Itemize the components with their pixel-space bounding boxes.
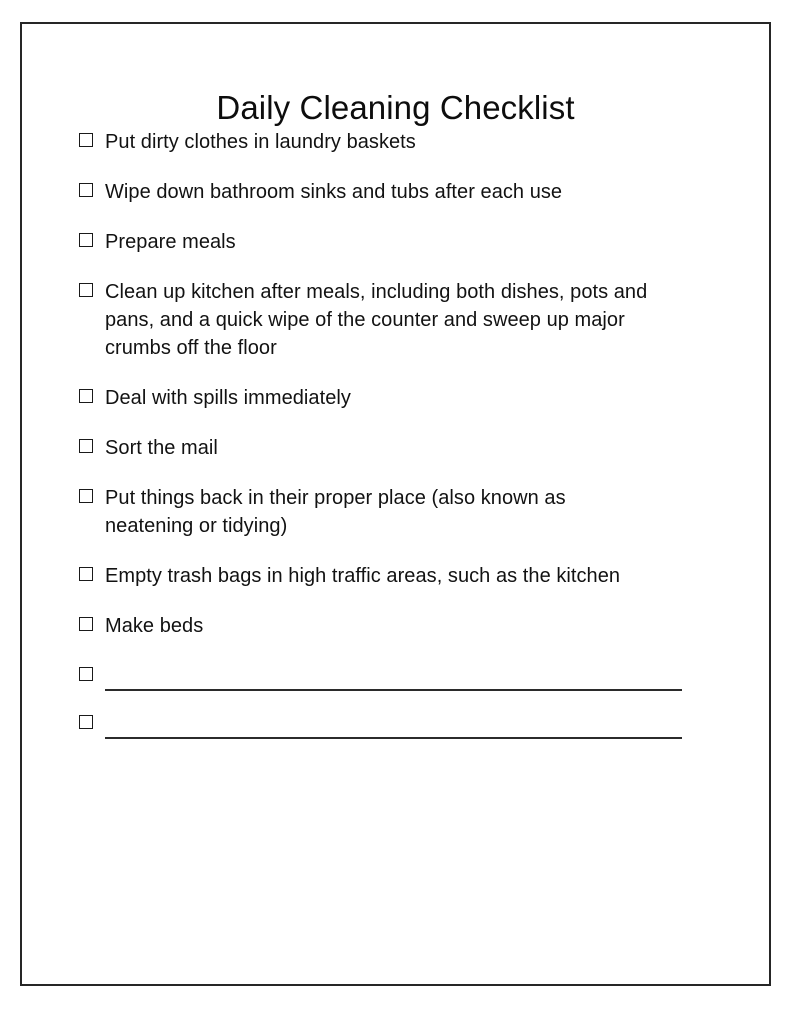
list-item-label: Empty trash bags in high traffic areas, such as the kitchen <box>105 565 621 587</box>
empty-square-checkbox-icon[interactable] <box>79 489 93 503</box>
list-item-label: Put dirty clothes in laundry baskets <box>105 131 416 153</box>
blank-write-in-row[interactable] <box>79 662 719 691</box>
checklist-page <box>20 22 771 986</box>
empty-square-checkbox-icon[interactable] <box>79 389 93 403</box>
list-item-label: Prepare meals <box>105 231 236 253</box>
blank-write-in-line[interactable] <box>105 662 682 691</box>
list-item[interactable] <box>79 612 719 640</box>
list-item-label: Put things back in their proper place (also known as neatening or tidying) <box>105 487 566 537</box>
blank-write-in-line[interactable] <box>105 710 682 739</box>
empty-square-checkbox-icon[interactable] <box>79 133 93 147</box>
checklist <box>79 128 719 759</box>
empty-square-checkbox-icon[interactable] <box>79 667 93 681</box>
empty-square-checkbox-icon[interactable] <box>79 233 93 247</box>
bottom-spacer <box>79 758 719 759</box>
list-item-label: Deal with spills immediately <box>105 387 351 409</box>
list-item-label: Make beds <box>105 615 204 637</box>
blank-write-in-row[interactable] <box>79 710 719 739</box>
list-item[interactable] <box>79 228 719 256</box>
list-item-label: Clean up kitchen after meals, including both dishes, pots and pans, and a quick wipe of the counter and sweep up major crumbs off the floor <box>105 281 648 359</box>
list-item[interactable] <box>79 562 719 590</box>
empty-square-checkbox-icon[interactable] <box>79 567 93 581</box>
list-item[interactable] <box>79 384 719 412</box>
list-item-label: Sort the mail <box>105 437 218 459</box>
empty-square-checkbox-icon[interactable] <box>79 183 93 197</box>
list-item-label: Wipe down bathroom sinks and tubs after each use <box>105 181 563 203</box>
list-item[interactable] <box>79 484 719 540</box>
list-item[interactable] <box>79 434 719 462</box>
empty-square-checkbox-icon[interactable] <box>79 283 93 297</box>
list-item[interactable] <box>79 128 719 156</box>
page-title: Daily Cleaning Checklist <box>216 89 575 127</box>
empty-square-checkbox-icon[interactable] <box>79 715 93 729</box>
list-item[interactable] <box>79 178 719 206</box>
list-item[interactable] <box>79 278 719 362</box>
empty-square-checkbox-icon[interactable] <box>79 617 93 631</box>
empty-square-checkbox-icon[interactable] <box>79 439 93 453</box>
